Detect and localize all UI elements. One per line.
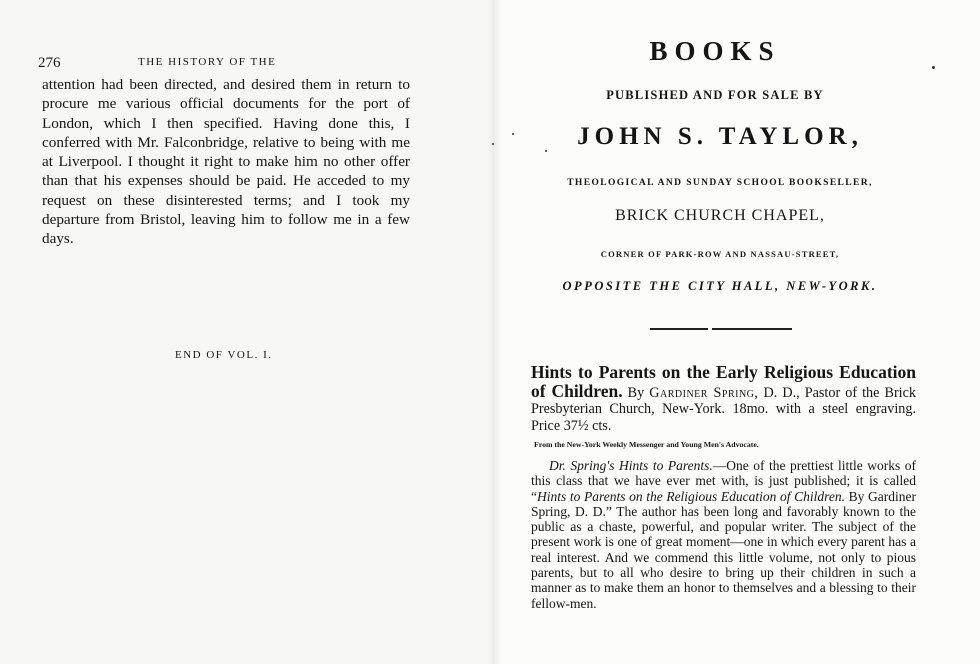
end-of-volume-note: END OF VOL. I. [175, 349, 273, 361]
book-title: Hints to Parents on the Early Religious Education of Children. [531, 362, 916, 401]
by-label: By [627, 384, 645, 401]
page-number: 276 [38, 55, 61, 71]
advertisement-heading [531, 364, 916, 434]
scan-speck [932, 66, 935, 69]
running-head: THE HISTORY OF THE [138, 56, 277, 68]
book-author: Gardiner Spring, [649, 384, 759, 401]
address-line: CORNER OF PARK-ROW AND NASSAU-STREET, [600, 249, 840, 259]
scan-speck [545, 150, 547, 152]
book-description: D. D., Pastor of the Brick Presbyterian Church, New-York. 18mo. with a steel engraving. Price 37½ cts. [531, 384, 916, 434]
opposite-line: OPPOSITE THE CITY HALL, NEW-YORK. [562, 279, 878, 293]
review-part-1: —One of the prettiest little works of this class that we have ever met with, is just published; it is called “ [531, 458, 916, 504]
scan-speck [492, 143, 494, 145]
review-book-title: Hints to Parents on the Religious Education of Children. [537, 488, 846, 504]
book-gutter [488, 0, 502, 664]
body-text: attention had been directed, and desired them in return to procure me various official documents for the port of London, which I then specified. Having done this, I conferred with Mr. Falconbridge, relative to being with me at Liverpool. I thought it right to make him no other offer than that his expenses should be paid. He acceded to my request on these disinterested terms; and I took my departure from Bristol, leaving him to follow me in a few days. [42, 76, 410, 248]
review-text [531, 458, 916, 611]
divider-rule [650, 328, 708, 330]
books-heading: BOOKS [649, 36, 781, 66]
trade-line: THEOLOGICAL AND SUNDAY SCHOOL BOOKSELLER, [567, 178, 873, 188]
scan-speck [512, 133, 514, 135]
review-lead: Dr. Spring's Hints to Parents. [549, 458, 713, 473]
chapel-line: BRICK CHURCH CHAPEL, [615, 207, 825, 224]
review-source: From the New-York Weekly Messenger and Young Men's Advocate. [534, 440, 759, 449]
published-line: PUBLISHED AND FOR SALE BY [606, 88, 824, 102]
divider-rule [712, 328, 792, 330]
publisher-name: JOHN S. TAYLOR, [577, 123, 863, 150]
review-part-2: By Gardiner Spring, D. D.” The author has been long and favorably known to the public as a chaste, powerful, and popular writer. The subject of the present work is one of great moment—one in which every parent has a real interest. And we commend this little volume, not only to pious parents, but to all who desire to bring up their children in such a manner as to make them an honor to themselves and a blessing to their fellow-men. [531, 488, 916, 611]
